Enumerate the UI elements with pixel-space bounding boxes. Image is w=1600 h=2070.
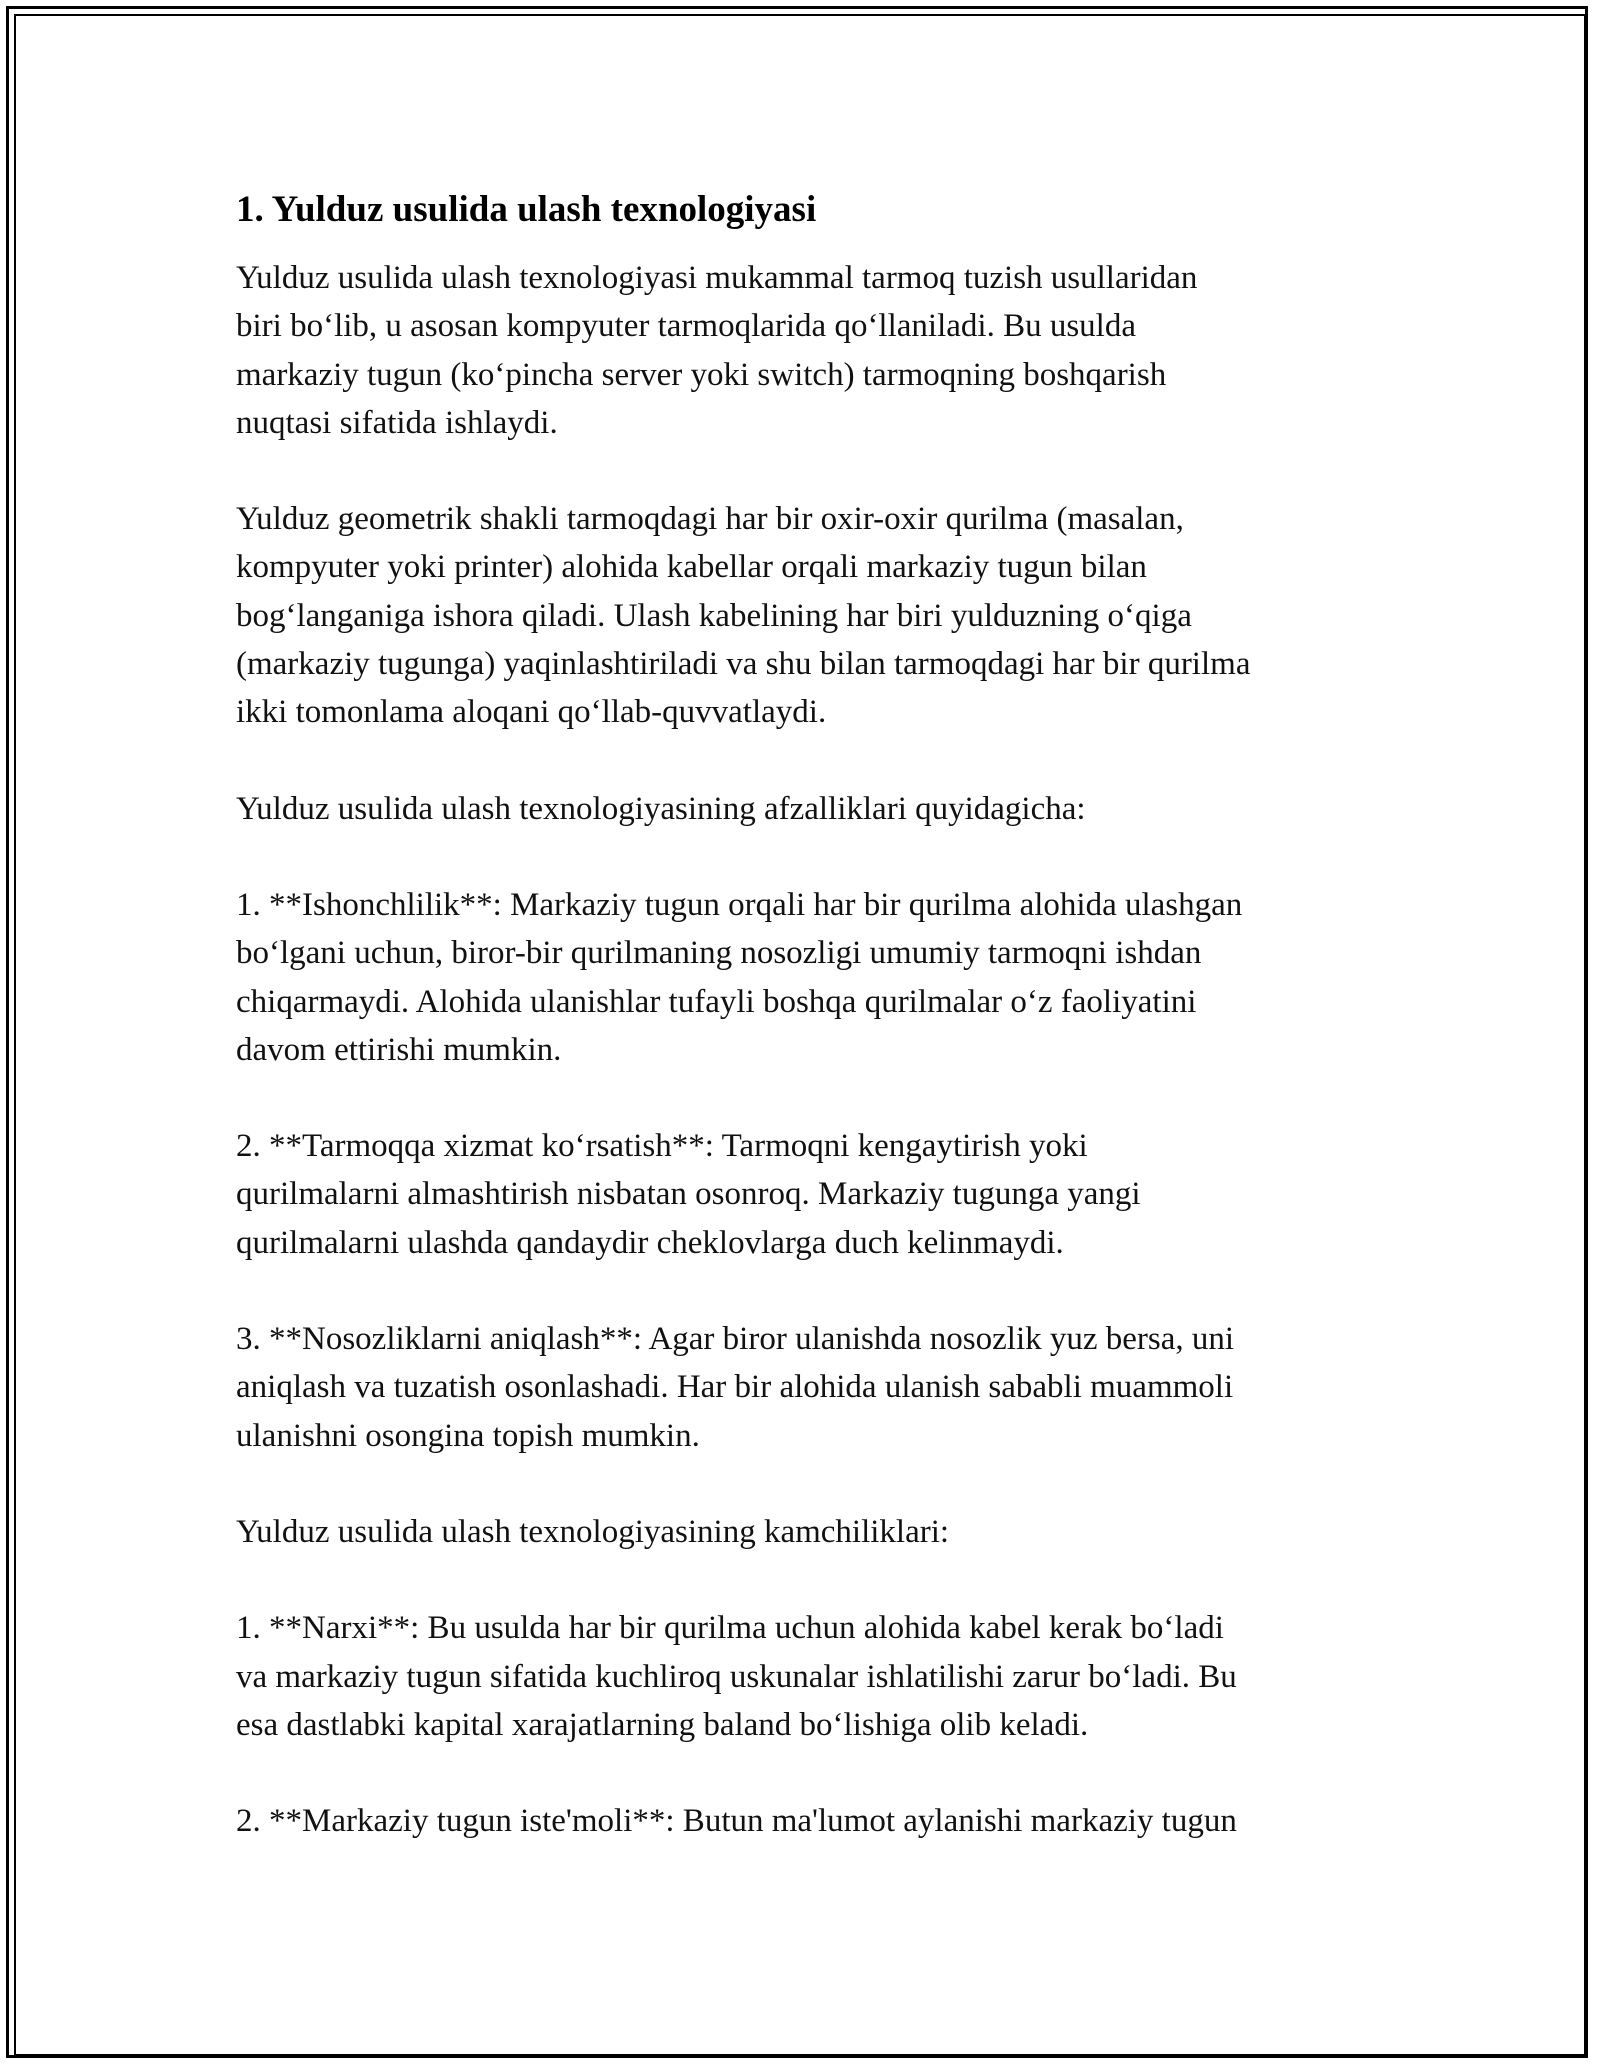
- text-line: chiqarmaydi. Alohida ulanishlar tufayli boshqa qurilmalar o‘z faoliyatini: [236, 983, 1197, 1020]
- text-line: davom ettirishi mumkin.: [236, 1031, 562, 1068]
- text-line: aniqlash va tuzatish osonlashadi. Har bir alohida ulanish sababli muammoli: [236, 1369, 1234, 1406]
- text-line: 1. **Narxi**: Bu usulda har bir qurilma uchun alohida kabel kerak bo‘ladi: [236, 1610, 1224, 1647]
- text-line: Yulduz usulida ulash texnologiyasining kamchiliklari:: [236, 1513, 950, 1550]
- text-line: 1. **Ishonchlilik**: Markaziy tugun orqali har bir qurilma alohida ulashgan: [236, 886, 1243, 923]
- text-line: bog‘langaniga ishora qiladi. Ulash kabelining har biri yulduzning o‘qiga: [236, 597, 1192, 634]
- paragraph-advantages-intro: [236, 785, 1376, 833]
- paragraph-geometry: [236, 495, 1376, 736]
- list-item-central-node: [236, 1797, 1376, 1845]
- text-line: ikki tomonlama aloqani qo‘llab-quvvatlaydi.: [236, 694, 827, 731]
- text-line: Yulduz usulida ulash texnologiyasi mukammal tarmoq tuzish usullaridan: [236, 260, 1198, 296]
- text-line: bo‘lgani uchun, biror-bir qurilmaning nosozligi umumiy tarmoqni ishdan: [236, 935, 1202, 972]
- text-line: Yulduz usulida ulash texnologiyasining afzalliklari quyidagicha:: [236, 790, 1086, 827]
- paragraph-intro: [236, 254, 1376, 447]
- text-line: nuqtasi sifatida ishlaydi.: [236, 404, 558, 441]
- text-line: biri bo‘lib, u asosan kompyuter tarmoqlarida qo‘llaniladi. Bu usulda: [236, 308, 1136, 345]
- list-item-reliability: [236, 881, 1376, 1074]
- text-line: va markaziy tugun sifatida kuchliroq uskunalar ishlatilishi zarur bo‘ladi. Bu: [236, 1658, 1237, 1695]
- text-line: markaziy tugun (ko‘pincha server yoki switch) tarmoqning boshqarish: [236, 356, 1167, 393]
- text-line: kompyuter yoki printer) alohida kabellar orqali markaziy tugun bilan: [236, 549, 1147, 586]
- text-line: Yulduz geometrik shakli tarmoqdagi har bir oxir-oxir qurilma (masalan,: [236, 501, 1184, 538]
- list-item-fault-detection: [236, 1315, 1376, 1460]
- text-line: 2. **Markaziy tugun iste'moli**: Butun ma'lumot aylanishi markaziy tugun: [236, 1803, 1237, 1840]
- text-line: qurilmalarni ulashda qandaydir cheklovlarga duch kelinmaydi.: [236, 1224, 1064, 1261]
- list-item-cost: [236, 1604, 1376, 1749]
- text-line: 2. **Tarmoqqa xizmat ko‘rsatish**: Tarmoqni kengaytirish yoki: [236, 1128, 1088, 1165]
- text-line: (markaziy tugunga) yaqinlashtiriladi va shu bilan tarmoqdagi har bir qurilma: [236, 646, 1251, 683]
- paragraph-disadvantages-intro: [236, 1508, 1376, 1556]
- document-body: [236, 186, 1376, 1893]
- text-line: 3. **Nosozliklarni aniqlash**: Agar biror ulanishda nosozlik yuz bersa, uni: [236, 1321, 1235, 1358]
- text-line: qurilmalarni almashtirish nisbatan osonroq. Markaziy tugunga yangi: [236, 1176, 1141, 1213]
- text-line: esa dastlabki kapital xarajatlarning baland bo‘lishiga olib keladi.: [236, 1706, 1089, 1743]
- text-line: ulanishni osongina topish mumkin.: [236, 1417, 700, 1454]
- section-heading: 1. Yulduz usulida ulash texnologiyasi: [236, 189, 817, 230]
- list-item-maintenance: [236, 1122, 1376, 1267]
